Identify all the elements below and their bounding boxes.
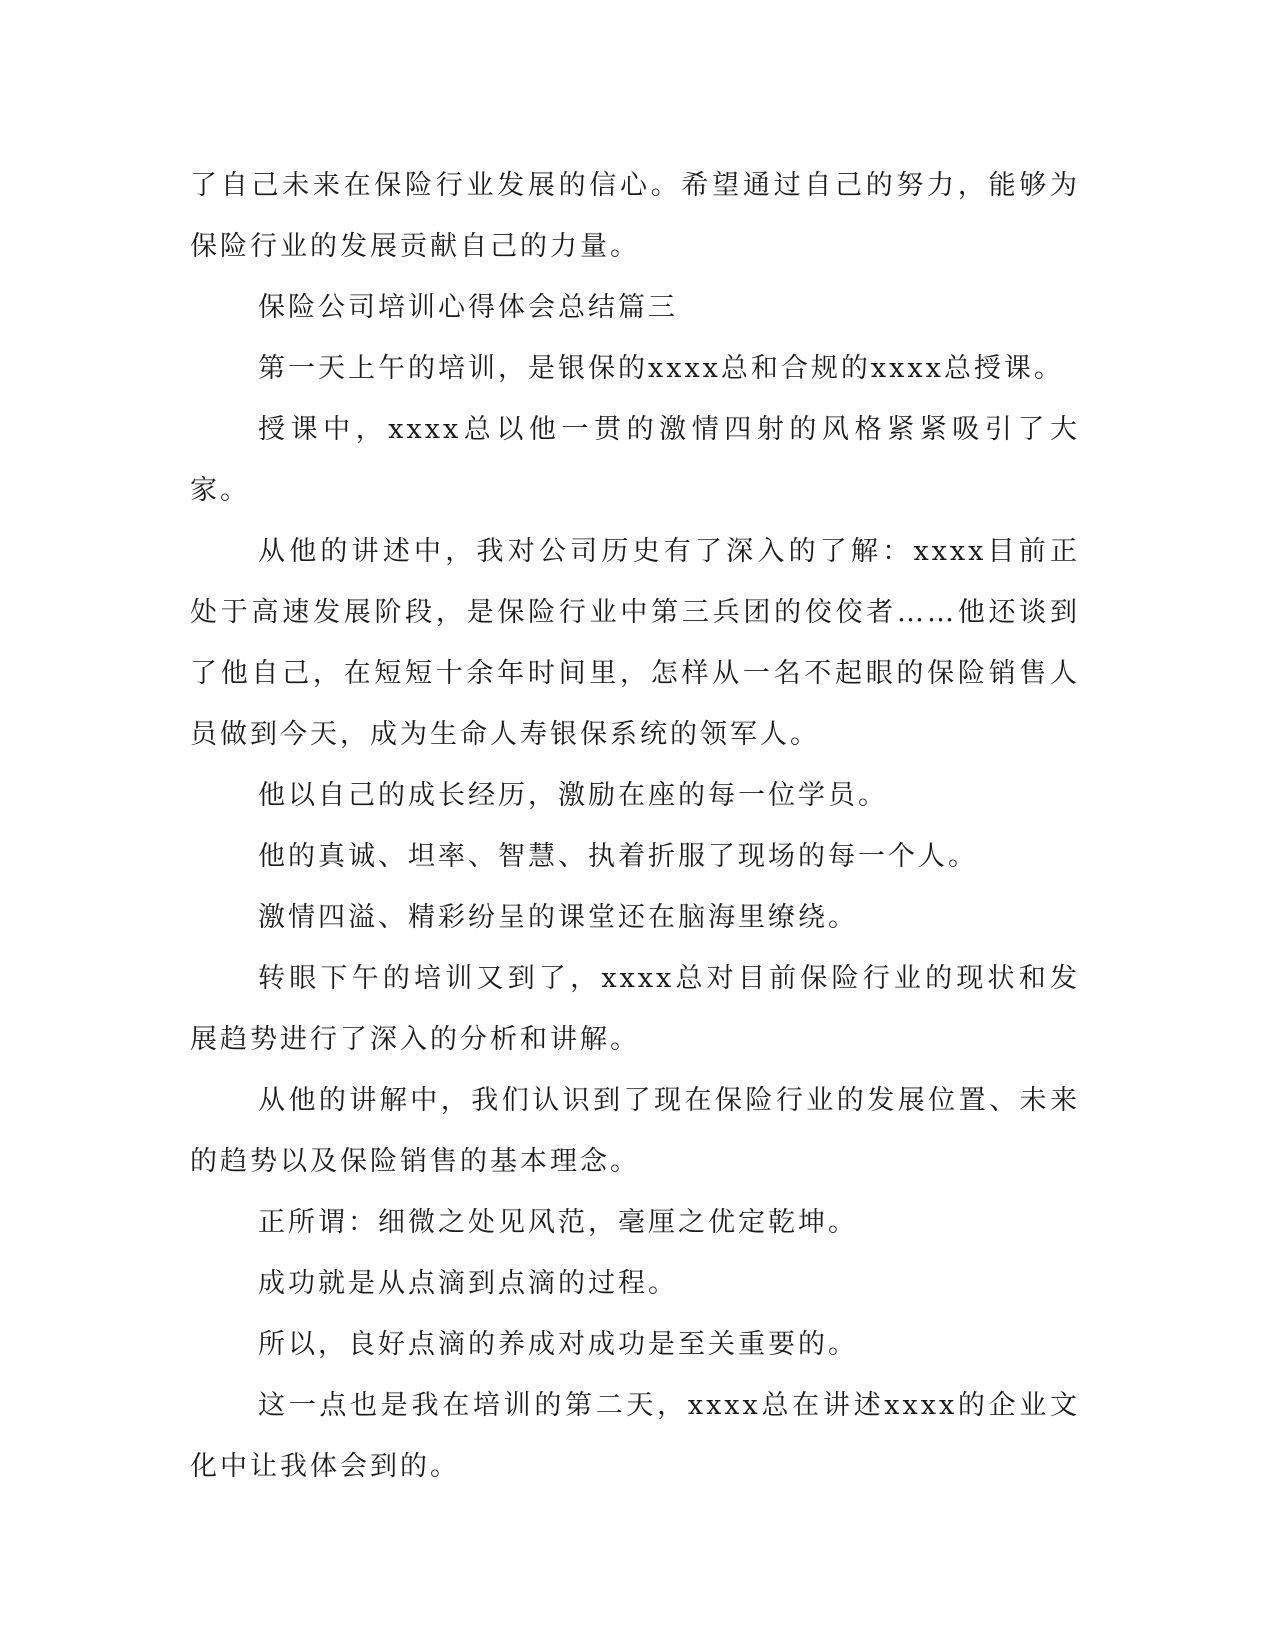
paragraph: 从他的讲解中，我们认识到了现在保险行业的发展位置、未来的趋势以及保险销售的基本理念。	[190, 1085, 1080, 1177]
paragraph: 第一天上午的培训，是银保的xxxx总和合规的xxxx总授课。	[258, 353, 1064, 384]
paragraph: 他以自己的成长经历，激励在座的每一位学员。	[258, 780, 888, 811]
paragraph: 正所谓：细微之处见风范，毫厘之优定乾坤。	[258, 1207, 858, 1238]
paragraph: 所以，良好点滴的养成对成功是至关重要的。	[258, 1329, 858, 1360]
paragraph: 这一点也是我在培训的第二天，xxxx总在讲述xxxx的企业文化中让我体会到的。	[190, 1390, 1080, 1482]
paragraph: 他的真诚、坦率、智慧、执着折服了现场的每一个人。	[258, 841, 978, 872]
paragraph: 转眼下午的培训又到了，xxxx总对目前保险行业的现状和发展趋势进行了深入的分析和讲解。	[190, 963, 1080, 1055]
paragraph: 激情四溢、精彩纷呈的课堂还在脑海里缭绕。	[258, 902, 858, 933]
document-body	[190, 155, 1080, 1497]
paragraph: 授课中，xxxx总以他一贯的激情四射的风格紧紧吸引了大家。	[190, 414, 1080, 506]
section-heading: 保险公司培训心得体会总结篇三	[258, 292, 678, 323]
paragraph: 成功就是从点滴到点滴的过程。	[258, 1268, 678, 1299]
paragraph: 从他的讲述中，我对公司历史有了深入的了解：xxxx目前正处于高速发展阶段，是保险行业中第三兵团的佼佼者……他还谈到了他自己，在短短十余年时间里，怎样从一名不起眼的保险销售人员做到今天，成为生命人寿银保系统的领军人。	[190, 536, 1080, 750]
paragraph-continuation: 了自己未来在保险行业发展的信心。希望通过自己的努力，能够为保险行业的发展贡献自己的力量。	[190, 170, 1080, 262]
